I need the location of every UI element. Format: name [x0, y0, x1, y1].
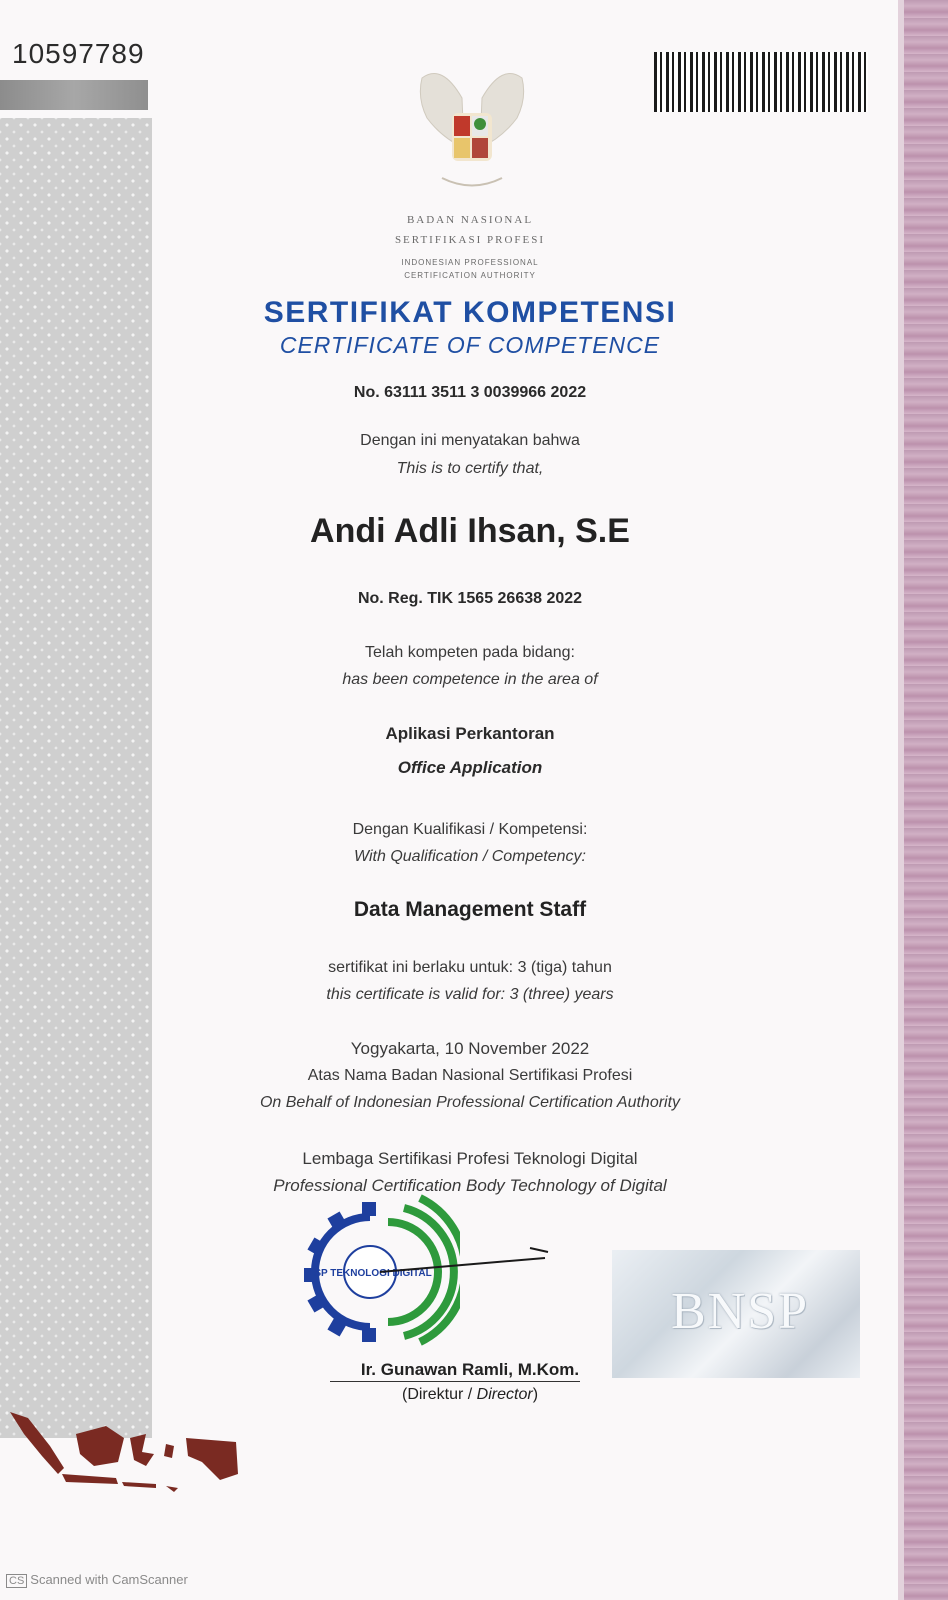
lsp-stamp-text: LSP TEKNOLOGI DIGITAL — [308, 1268, 432, 1279]
indonesia-map-icon — [6, 1404, 242, 1504]
certificate-number: No. 63111 3511 3 0039966 2022 — [353, 384, 587, 401]
qualification: Data Management Staff — [353, 898, 587, 921]
certificate-title: SERTIFIKAT KOMPETENSI — [263, 296, 677, 329]
holder-name: Andi Adli Ihsan, S.E — [310, 512, 630, 550]
place-date: Yogyakarta, 10 November 2022 — [350, 1039, 590, 1058]
qualification-label-id: Dengan Kualifikasi / Kompetensi: — [352, 821, 588, 838]
barcode — [654, 52, 868, 112]
bnsp-hologram-text: BNSP — [670, 1283, 810, 1340]
intro-id: Dengan ini menyatakan bahwa — [360, 432, 580, 449]
garuda-emblem-icon — [412, 58, 532, 198]
signer-role-en: Director — [476, 1386, 533, 1403]
validity-id: sertifikat ini berlaku untuk: 3 (tiga) tahun — [328, 959, 612, 976]
signer-role-id: Direktur — [407, 1386, 464, 1403]
agency-name-en: INDONESIAN PROFESSIONAL — [401, 258, 539, 267]
agency-name-id: BADAN NASIONAL — [406, 214, 534, 226]
registration-number: No. Reg. TIK 1565 26638 2022 — [357, 590, 583, 607]
certificate-subtitle: CERTIFICATE OF COMPETENCE — [279, 332, 661, 358]
signer-name: Ir. Gunawan Ramli, M.Kom. — [360, 1360, 580, 1379]
cert-body-id: Lembaga Sertifikasi Profesi Teknologi Digital — [302, 1149, 638, 1168]
behalf-id: Atas Nama Badan Nasional Sertifikasi Profesi — [307, 1067, 633, 1084]
serial-number: 10597789 — [12, 38, 145, 69]
competent-id: Telah kompeten pada bidang: — [365, 644, 575, 661]
signature-mark — [380, 1230, 560, 1290]
camscanner-badge: CS — [6, 1574, 27, 1588]
signer-role: (Direktur / Director) — [401, 1386, 539, 1403]
cert-body-en: Professional Certification Body Technology of Digital — [273, 1176, 667, 1195]
competent-en: has been competence in the area of — [342, 671, 598, 688]
left-top-bar — [0, 80, 148, 110]
agency-name-id-2: SERTIFIKASI PROFESI — [394, 234, 546, 246]
signature-line — [330, 1381, 580, 1382]
agency-name-en-2: CERTIFICATION AUTHORITY — [404, 271, 536, 280]
intro-en: This is to certify that, — [396, 460, 544, 477]
camscanner-text: Scanned with CamScanner — [30, 1572, 188, 1587]
scanner-watermark — [6, 1572, 188, 1588]
field-en: Office Application — [397, 758, 543, 777]
validity-en: this certificate is valid for: 3 (three) years — [326, 986, 614, 1003]
field-id: Aplikasi Perkantoran — [385, 724, 555, 743]
behalf-en: On Behalf of Indonesian Professional Certification Authority — [259, 1094, 681, 1111]
qualification-label-en: With Qualification / Competency: — [354, 848, 586, 865]
